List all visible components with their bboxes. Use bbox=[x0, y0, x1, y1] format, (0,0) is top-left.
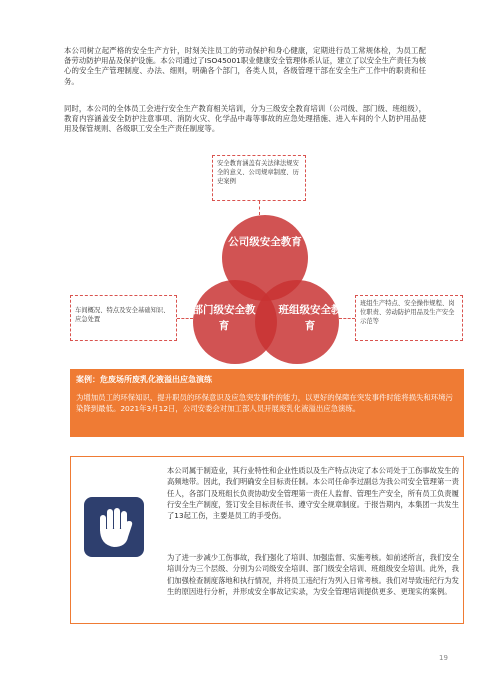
left-note-box bbox=[70, 295, 177, 341]
top-connector bbox=[259, 201, 260, 215]
case-banner bbox=[70, 369, 464, 437]
hand-stop-icon bbox=[84, 497, 144, 557]
card-paragraph-1: 本公司属于制造业，其行业特性和企业性质以及生产特点决定了本公司处于工伤事故发生的高频地带。因此，我们明确安全目标责任制。本公司任命李过副总为我公司安全管理第一责任人，各部门及班组长负责协助安全管理第一责任人监督、管理生产安全，所有员工负责履行安全生产制度，签订安全目标责任书、遵守安全规章制度。于报告期内，本集团一共发生了13起工伤，主要是员工的手受伤。 bbox=[167, 466, 459, 521]
card-paragraph-2: 为了进一步减少工伤事故，我们强化了培训、加强监督、实施考核。如前述所言，我们安全培训分为三个层级、分别为公司级安全培训、部门级安全培训、班组级安全培训。此外，我们加强检查制度落地和执行情况，并将员工违纪行为列入日常考核。我们对导致违纪行为发生的原因进行分析，并形成安全事故记实录，为安全管理培训提供更多、更现实的案例。 bbox=[167, 553, 459, 596]
circle-company-label: 公司级安全教育 bbox=[228, 236, 302, 248]
right-note-text: 班组生产特点、安全操作规程、岗位职责、劳动防护用品及生产安全示范等 bbox=[360, 300, 455, 326]
circle-company bbox=[222, 215, 308, 301]
case-title: 案例：危废场所废乳化液溢出应急演练 bbox=[76, 375, 212, 384]
circle-department-label: 部门级安全教育 bbox=[192, 304, 256, 332]
safety-card bbox=[70, 456, 464, 624]
right-note-box bbox=[355, 295, 463, 341]
case-body: 为增加员工的环保知识、提升职员的环保意识及应急突发事件的能力，以更好的保障在突发事件时能将损失和环境污染降到最低。2021年3月12日，公司安委会对加工部人员开展废乳化液溢出应急演练。 bbox=[76, 393, 453, 413]
left-note-text: 车间概况、特点及安全基础知识、应急处置 bbox=[75, 307, 170, 324]
circle-team-label: 班组级安全教育 bbox=[278, 304, 342, 332]
top-note-box bbox=[212, 155, 306, 201]
page-number: 19 bbox=[439, 654, 448, 662]
intro-paragraph-1: 本公司树立起严格的安全生产方针，时刻关注员工的劳动保护和身心健康，定期进行员工常规体检，为员工配备劳动防护用品及保护设施。本公司通过了ISO45001职业健康安全管理体系认证，建立了以安全生产责任为核心的安全生产管理制度、办法、细则，明确各个部门，各类人员，各级管理干部在安全生产工作中的职责和任务。 bbox=[64, 46, 426, 86]
intro-paragraph-2: 同时，本公司的全体员工会进行安全生产教育相关培训，分为三级安全教育培训（公司级、部门级、班组级），教育内容涵盖安全防护注意事项、消防火灾、化学品中毒等事故的应急处理措施、进入车间的个人防护用品使用及保管规则、各级职工安全生产责任制度等。 bbox=[64, 104, 426, 134]
top-note-text: 安全教育涵盖有关法律法规安全的意义、公司规章制度、历史案例 bbox=[217, 160, 299, 186]
